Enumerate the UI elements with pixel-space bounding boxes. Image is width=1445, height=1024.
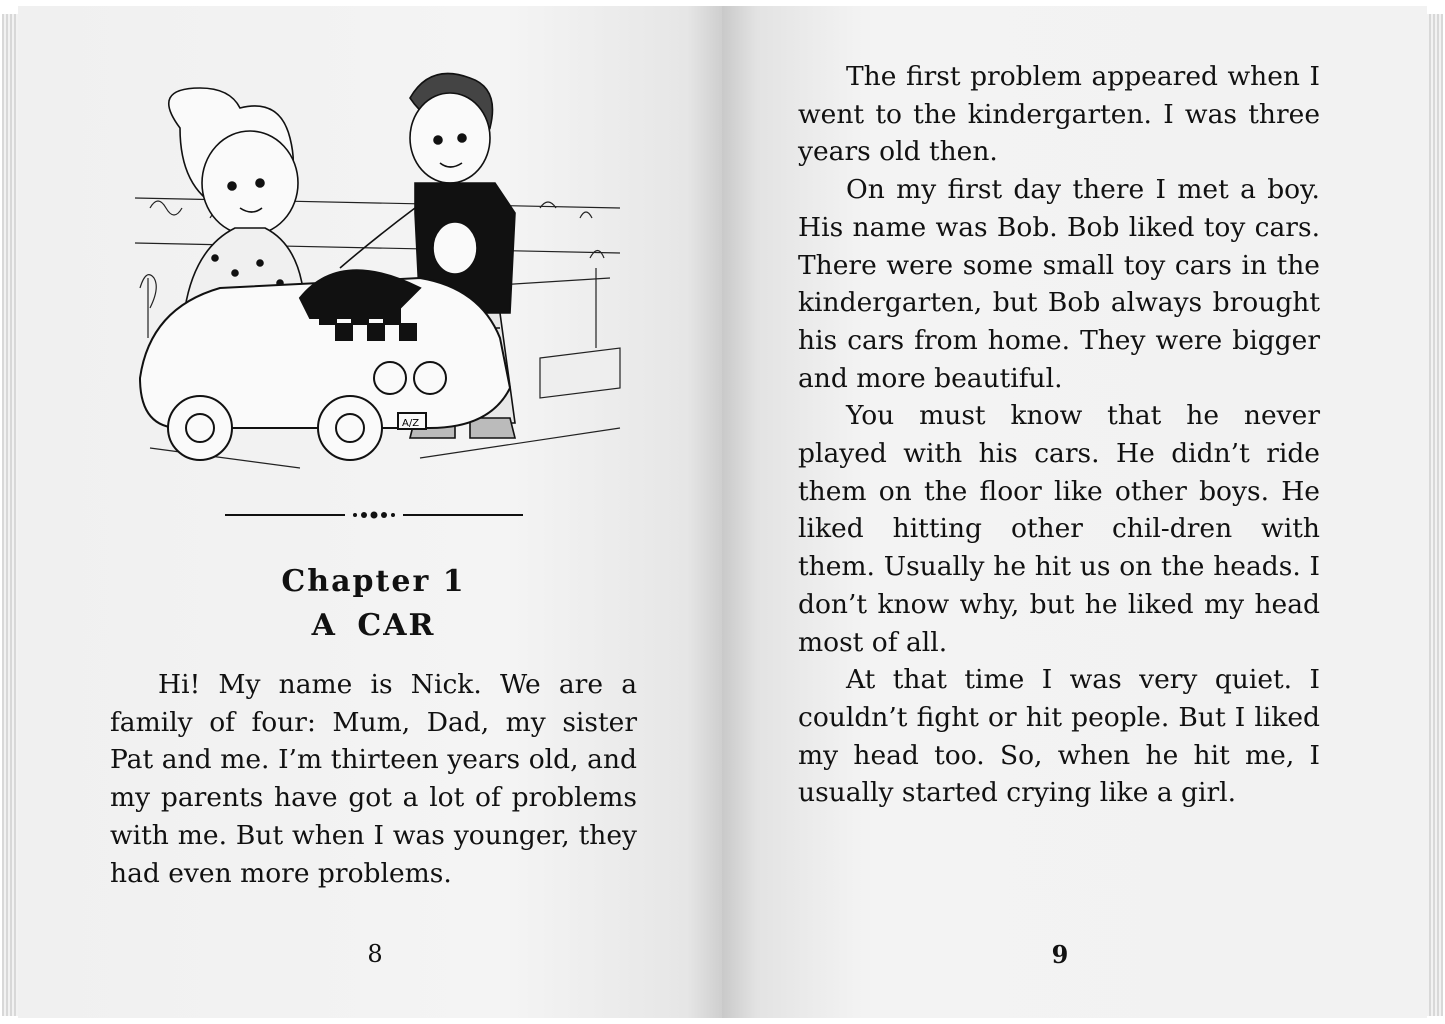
girl-in-toy-car-and-boy-icon [120,58,640,478]
chapter-label: Chapter 1 [281,564,466,599]
paragraph: Hi! My name is Nick. We are a family of four: Mum, Dad, my sister Pat and me. I’m thirteen years old, and my parents have got a lot of problems with me. But when I was younger, they had even more problems. [110,669,637,889]
paragraph: You must know that he never played with his cars. He didn’t ride them on the floor like other boys. He liked hitting other chil-dren with them. Usually he hit us on the heads. I don’t know why, but he liked my head most of all. [798,400,1320,658]
chapter-title: A CAR [311,608,436,643]
right-page-text [798,58,1320,812]
page-number-right: 9 [1051,940,1069,969]
page-number-left: 8 [367,940,383,968]
paragraph: The first problem appeared when I went to the kindergarten. I was three years old then. [798,61,1320,168]
left-page-text [110,666,637,892]
paragraph: At that time I was very quiet. I couldn’t fight or hit people. But I liked my head too. So, when he hit me, I usually started crying like a girl. [798,664,1320,809]
license-plate: A/Z [402,418,420,429]
paragraph: On my first day there I met a boy. His name was Bob. Bob liked toy cars. There were some small toy cars in the kindergarten, but Bob always brought his cars from home. They were bigger and more beautiful. [798,174,1320,394]
right-page-edge [1425,14,1443,1016]
ornamental-divider [225,508,523,522]
